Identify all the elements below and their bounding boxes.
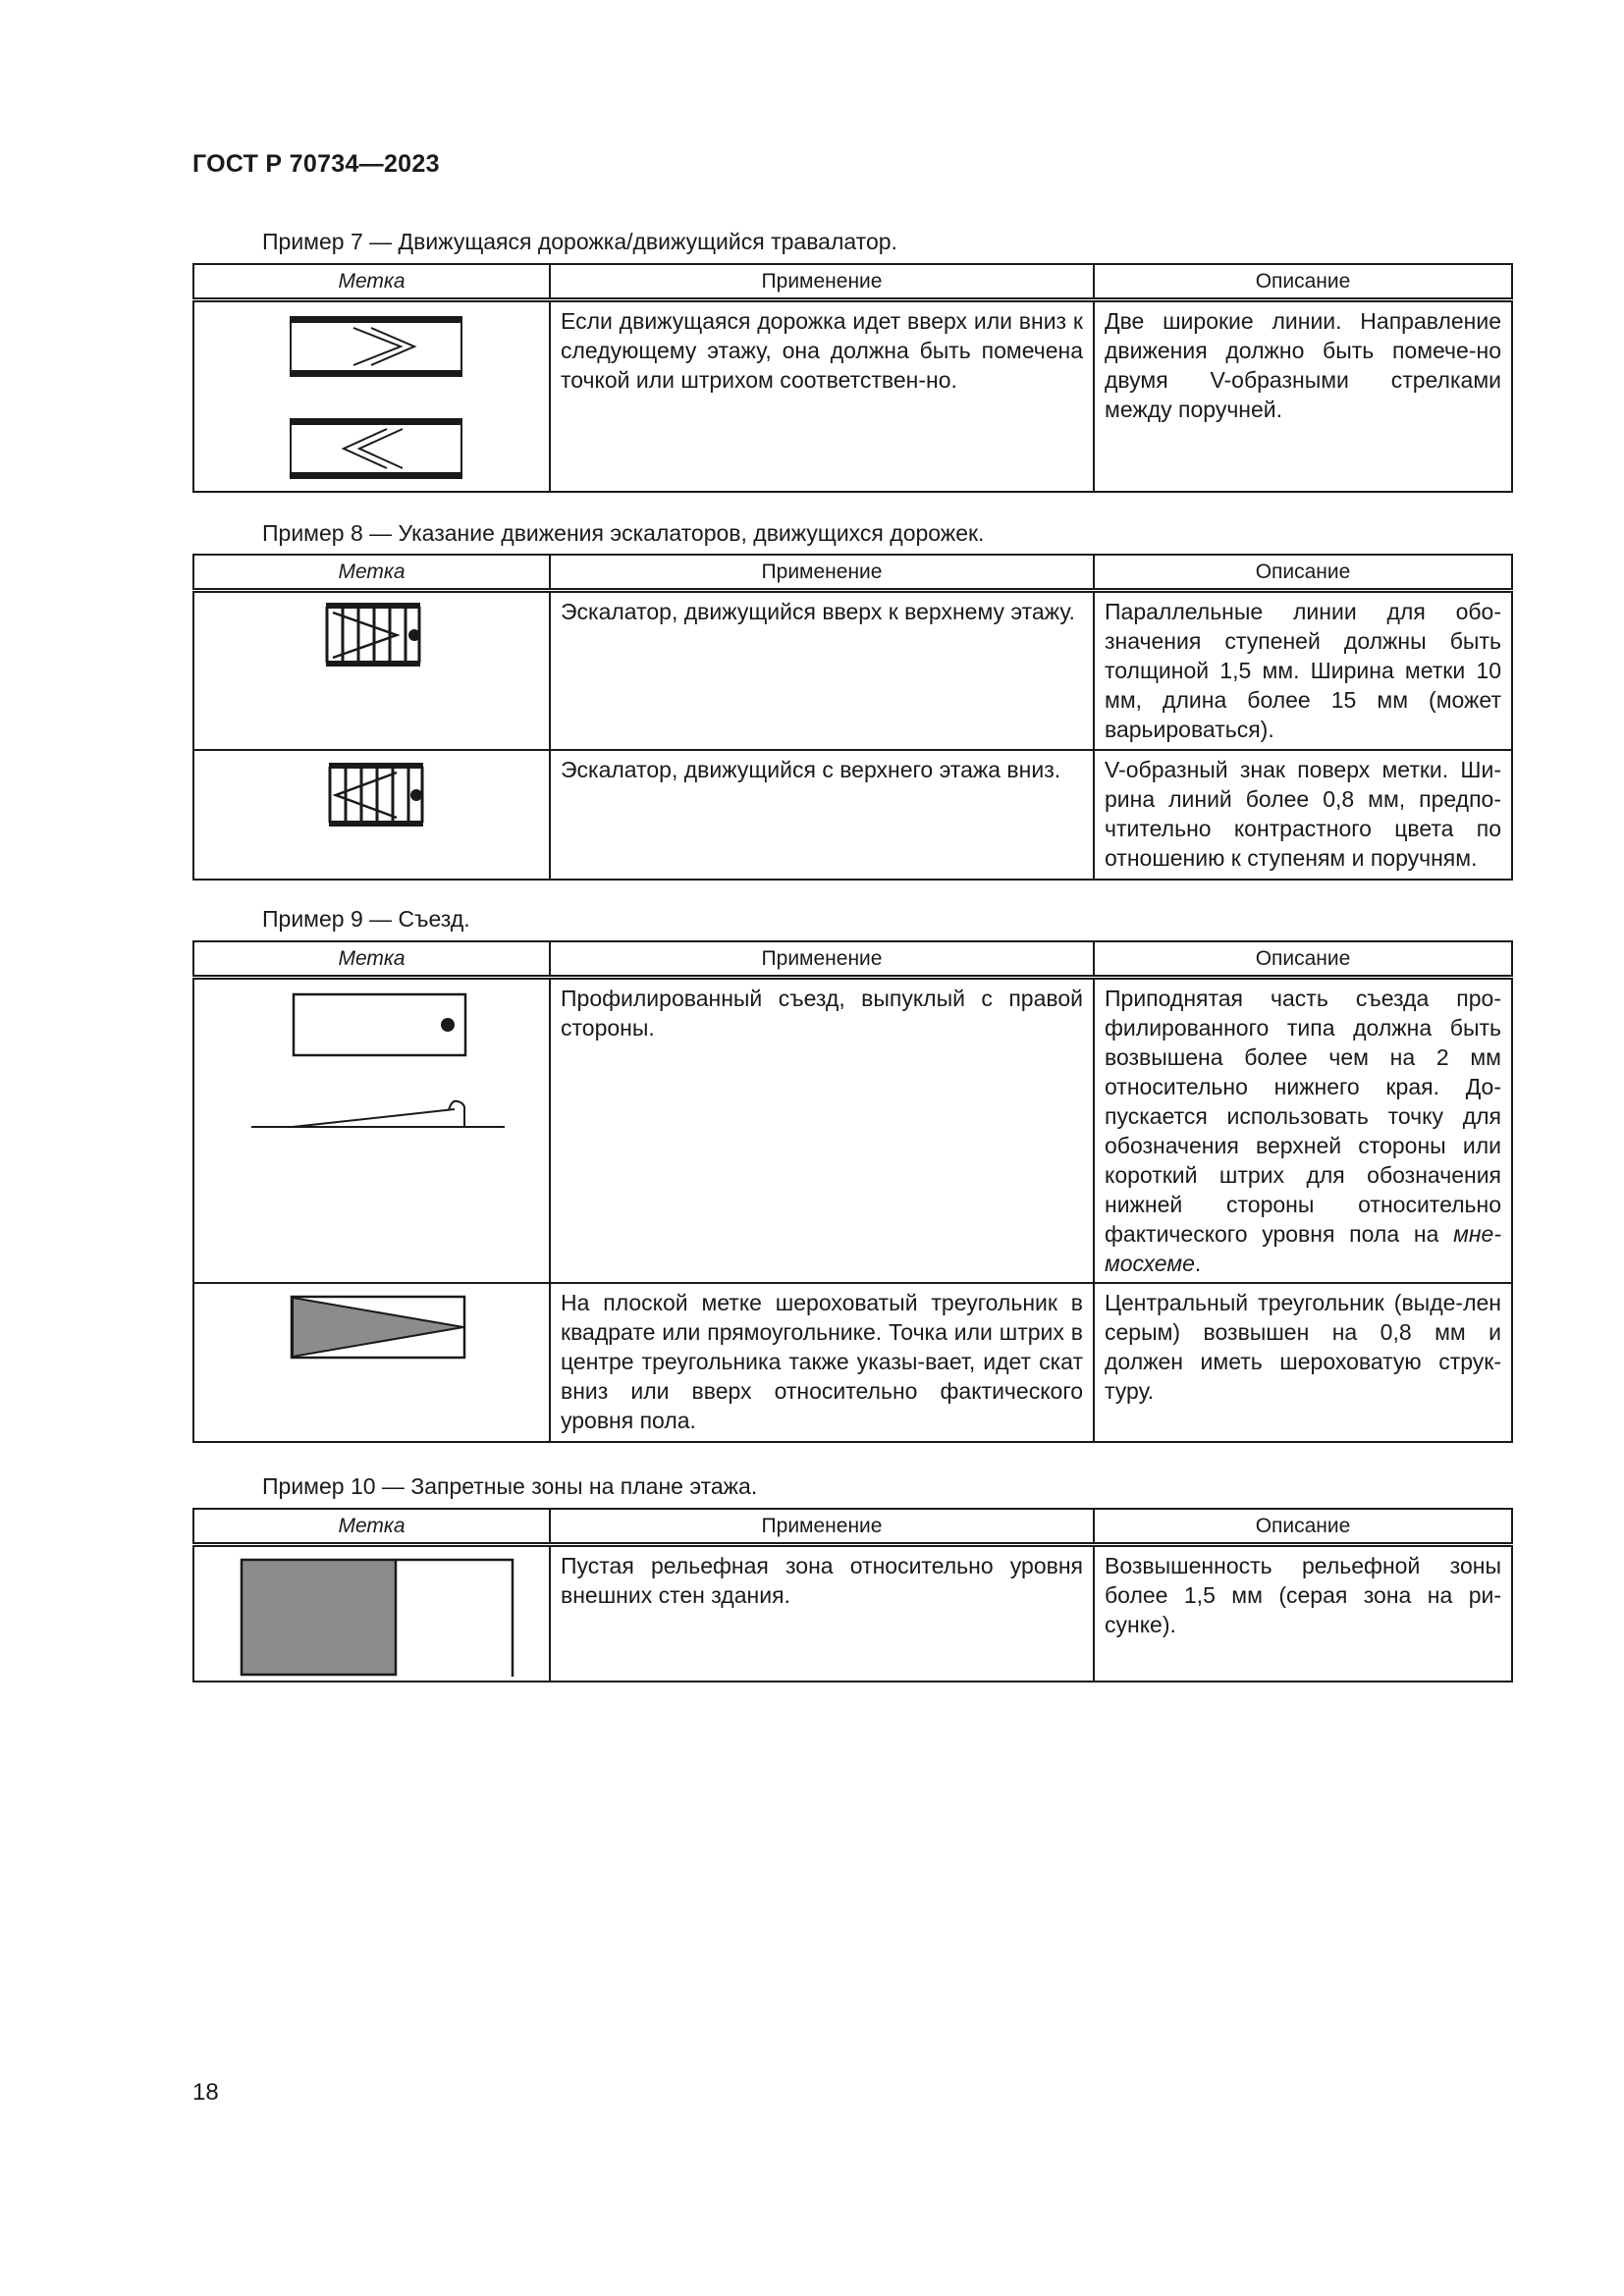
restricted-zone-icon [194, 1547, 551, 1681]
moving-walkway-icon [194, 302, 551, 491]
example-9-table [192, 940, 1513, 1443]
example-7-caption: Пример 7 — Движущаяся дорожка/движущийся травалатор. [262, 229, 897, 254]
example-10-caption: Пример 10 — Запретные зоны на плане этажа. [262, 1473, 758, 1499]
application-text: Пустая рельефная зона относительно уровня внешних стен здания. [550, 1545, 1094, 1682]
application-text: Профилированный съезд, выпуклый с правой стороны. [550, 978, 1094, 1284]
page-number: 18 [192, 2079, 219, 2106]
mark-cell [193, 978, 550, 1284]
table-row [193, 591, 1512, 751]
escalator-up-icon [194, 593, 551, 749]
mark-cell [193, 591, 550, 751]
column-header-application: Применение [550, 941, 1094, 978]
description-italic-term: мне-мосхеме [1105, 1221, 1501, 1276]
profiled-ramp-icon [194, 980, 551, 1282]
example-8-table [192, 554, 1513, 881]
application-text: На плоской метке шероховатый треугольник в квадрате или прямоугольнике. Точка или штрих в центре треугольника также указы-вает, идет скат вниз или вверх относительно фактического уровня пола. [550, 1283, 1094, 1442]
column-header-application: Применение [550, 555, 1094, 591]
description-text [1094, 978, 1512, 1284]
description-text: Две широкие линии. Направление движения должно быть помече-но двумя V-образными стрелками между поручней. [1094, 300, 1512, 493]
mark-cell [193, 1283, 550, 1442]
application-text: Эскалатор, движущийся вверх к верхнему этажу. [550, 591, 1094, 751]
column-header-mark: Метка [193, 555, 550, 591]
description-text: Параллельные линии для обо-значения ступеней должны быть толщиной 1,5 мм. Ширина метки 10 мм, длина более 15 мм (может варьироваться). [1094, 591, 1512, 751]
mark-cell [193, 750, 550, 880]
description-text: V-образный знак поверх метки. Ши-рина линий более 0,8 мм, предпо-чтительно контрастного цвета по отношению к ступеням и поручням. [1094, 750, 1512, 880]
column-header-description: Описание [1094, 941, 1512, 978]
column-header-description: Описание [1094, 1509, 1512, 1545]
column-header-mark: Метка [193, 1509, 550, 1545]
document-header: ГОСТ Р 70734—2023 [192, 150, 440, 178]
column-header-application: Применение [550, 1509, 1094, 1545]
description-end: . [1194, 1251, 1202, 1276]
description-main: Приподнятая часть съезда про-филированного типа должна быть возвышена более чем на 2 мм относительно нижнего края. До-пускается использовать точку для обозначения верхней стороны или короткий штрих для обозначения нижней стороны относительно фактического уровня пола на [1105, 986, 1501, 1247]
application-text: Если движущаяся дорожка идет вверх или вниз к следующему этажу, она должна быть помечена точкой или штрихом соответствен-но. [550, 300, 1094, 493]
table-row [193, 978, 1512, 1284]
column-header-mark: Метка [193, 941, 550, 978]
mark-cell [193, 300, 550, 493]
table-row [193, 750, 1512, 880]
flat-ramp-triangle-icon [194, 1284, 551, 1441]
column-header-description: Описание [1094, 264, 1512, 300]
column-header-application: Применение [550, 264, 1094, 300]
column-header-mark: Метка [193, 264, 550, 300]
example-10-table [192, 1508, 1513, 1682]
mark-cell [193, 1545, 550, 1682]
escalator-down-icon [194, 751, 551, 879]
column-header-description: Описание [1094, 555, 1512, 591]
description-text: Возвышенность рельефной зоны более 1,5 мм (серая зона на ри-сунке). [1094, 1545, 1512, 1682]
table-row [193, 1545, 1512, 1682]
table-row [193, 300, 1512, 493]
table-row [193, 1283, 1512, 1442]
example-7-table [192, 263, 1513, 493]
example-9-caption: Пример 9 — Съезд. [262, 906, 470, 932]
description-text: Центральный треугольник (выде-лен серым) возвышен на 0,8 мм и должен иметь шероховатую струк-туру. [1094, 1283, 1512, 1442]
example-8-caption: Пример 8 — Указание движения эскалаторов, движущихся дорожек. [262, 520, 985, 546]
application-text: Эскалатор, движущийся с верхнего этажа вниз. [550, 750, 1094, 880]
